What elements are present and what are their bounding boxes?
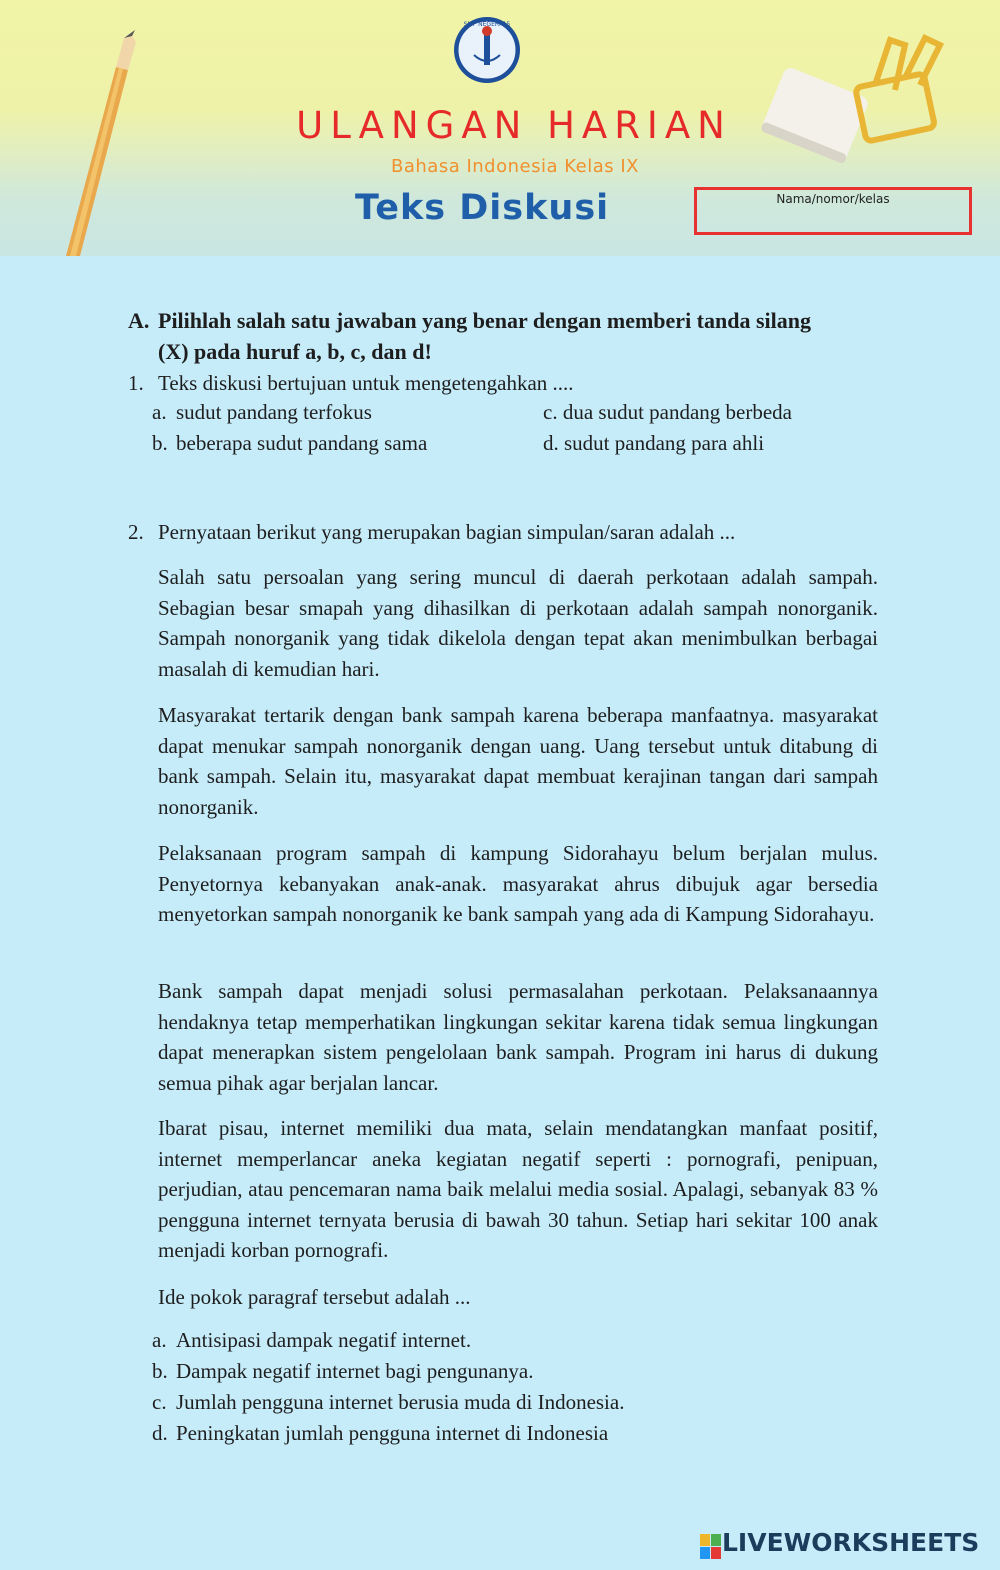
name-box-label: Nama/nomor/kelas xyxy=(776,192,890,206)
option-text: dua sudut pandang berbeda xyxy=(562,400,793,424)
q2-option-c[interactable] xyxy=(152,1387,624,1417)
option-letter: b. xyxy=(152,1359,168,1383)
option-letter: d. xyxy=(152,1421,168,1445)
q2-option-d[interactable] xyxy=(152,1418,608,1448)
option-text: Dampak negatif internet bagi pengunanya. xyxy=(176,1359,534,1383)
instruction-line-1: Pilihlah salah satu jawaban yang benar dengan memberi tanda silang xyxy=(158,308,811,333)
paragraph-1: Salah satu persoalan yang sering muncul di daerah perkotaan adalah sampah. Sebagian besar smapah yang dihasilkan di perkotaan adalah sampah nonorganik. Sampah nonorganik yang tidak dikelola dengan tepat akan menimbulkan berbagai masalah di kemudian hari. xyxy=(158,565,878,681)
paragraph-5: Ibarat pisau, internet memiliki dua mata, selain mendatangkan manfaat positif, internet memperlancar aneka kegiatan negatif seperti : pornografi, penipuan, perjudian, atau pencemaran nama baik melalui media sosial. Apalagi, sebanyak 83 % pengguna internet ternyata berusia di bawah 30 tahun. Setiap hari sekitar 100 anak menjadi korban pornografi. xyxy=(158,1116,878,1262)
q1-option-b[interactable] xyxy=(152,428,427,458)
liveworksheets-brand[interactable]: LIVEWORKSHEETS xyxy=(722,1528,980,1557)
option-text: beberapa sudut pandang sama xyxy=(176,431,428,455)
topic-title: Teks Diskusi xyxy=(355,188,610,228)
option-letter: a. xyxy=(152,400,167,424)
option-text: Antisipasi dampak negatif internet. xyxy=(176,1328,472,1352)
question-text: Teks diskusi bertujuan untuk mengetengahkan .... xyxy=(158,371,574,395)
paragraph-4: Bank sampah dapat menjadi solusi permasalahan perkotaan. Pelaksanaannya hendaknya tetap memperhatikan lingkungan sekitar karena tidak semua lingkungan dapat menerapkan sistem pengelolaan bank sampah. Program ini harus di dukung semua pihak agar berjalan lancar. xyxy=(158,979,878,1095)
liveworksheets-logo-icon xyxy=(700,1534,722,1560)
q2-option-b[interactable] xyxy=(152,1356,533,1386)
instruction-line-2: (X) pada huruf a, b, c, dan d! xyxy=(158,339,432,364)
header-banner xyxy=(0,0,1000,256)
q2-option-a[interactable] xyxy=(152,1325,471,1355)
option-text: Peningkatan jumlah pengguna internet di Indonesia xyxy=(176,1421,609,1445)
option-letter: c. xyxy=(152,1390,167,1414)
page-subtitle: Bahasa Indonesia Kelas IX xyxy=(391,156,639,177)
option-letter: b. xyxy=(152,431,168,455)
question-2 xyxy=(128,517,735,548)
question-text: Pernyataan berikut yang merupakan bagian simpulan/saran adalah ... xyxy=(158,520,736,544)
question-2-prompt: Ide pokok paragraf tersebut adalah ... xyxy=(158,1285,471,1309)
paragraph-3: Pelaksanaan program sampah di kampung Sidorahayu belum berjalan mulus. Penyetornya kebanyakan anak-anak. masyarakat ahrus dibujuk agar bersedia menyetorkan sampah nonorganik ke bank sampah yang ada di Kampung Sidorahayu. xyxy=(158,841,878,926)
q1-option-c[interactable] xyxy=(543,397,792,427)
page-title: ULANGAN HARIAN xyxy=(296,104,732,147)
name-input-box[interactable] xyxy=(694,187,972,235)
q1-option-a[interactable] xyxy=(152,397,372,427)
school-logo-text: SMP NEGERI 15 xyxy=(463,21,511,28)
section-marker: A. xyxy=(128,308,150,333)
option-letter: d. xyxy=(543,431,559,455)
question-number: 1. xyxy=(128,371,144,395)
option-letter: c. xyxy=(543,400,558,424)
option-text: sudut pandang terfokus xyxy=(176,400,372,424)
option-text: sudut pandang para ahli xyxy=(564,431,765,455)
option-text: Jumlah pengguna internet berusia muda di Indonesia. xyxy=(176,1390,625,1414)
section-a-instruction xyxy=(128,305,868,367)
q1-option-d[interactable] xyxy=(543,428,764,458)
question-number: 2. xyxy=(128,520,144,544)
paragraph-2: Masyarakat tertarik dengan bank sampah karena beberapa manfaatnya. masyarakat dapat menukar sampah nonorganik dengan uang. Uang tersebut untuk ditabung di bank sampah. Selain itu, masyarakat dapat membuat kerajinan tangan dari sampah nonorganik. xyxy=(158,703,878,819)
school-logo xyxy=(452,15,522,85)
option-letter: a. xyxy=(152,1328,167,1352)
question-1 xyxy=(128,368,574,399)
